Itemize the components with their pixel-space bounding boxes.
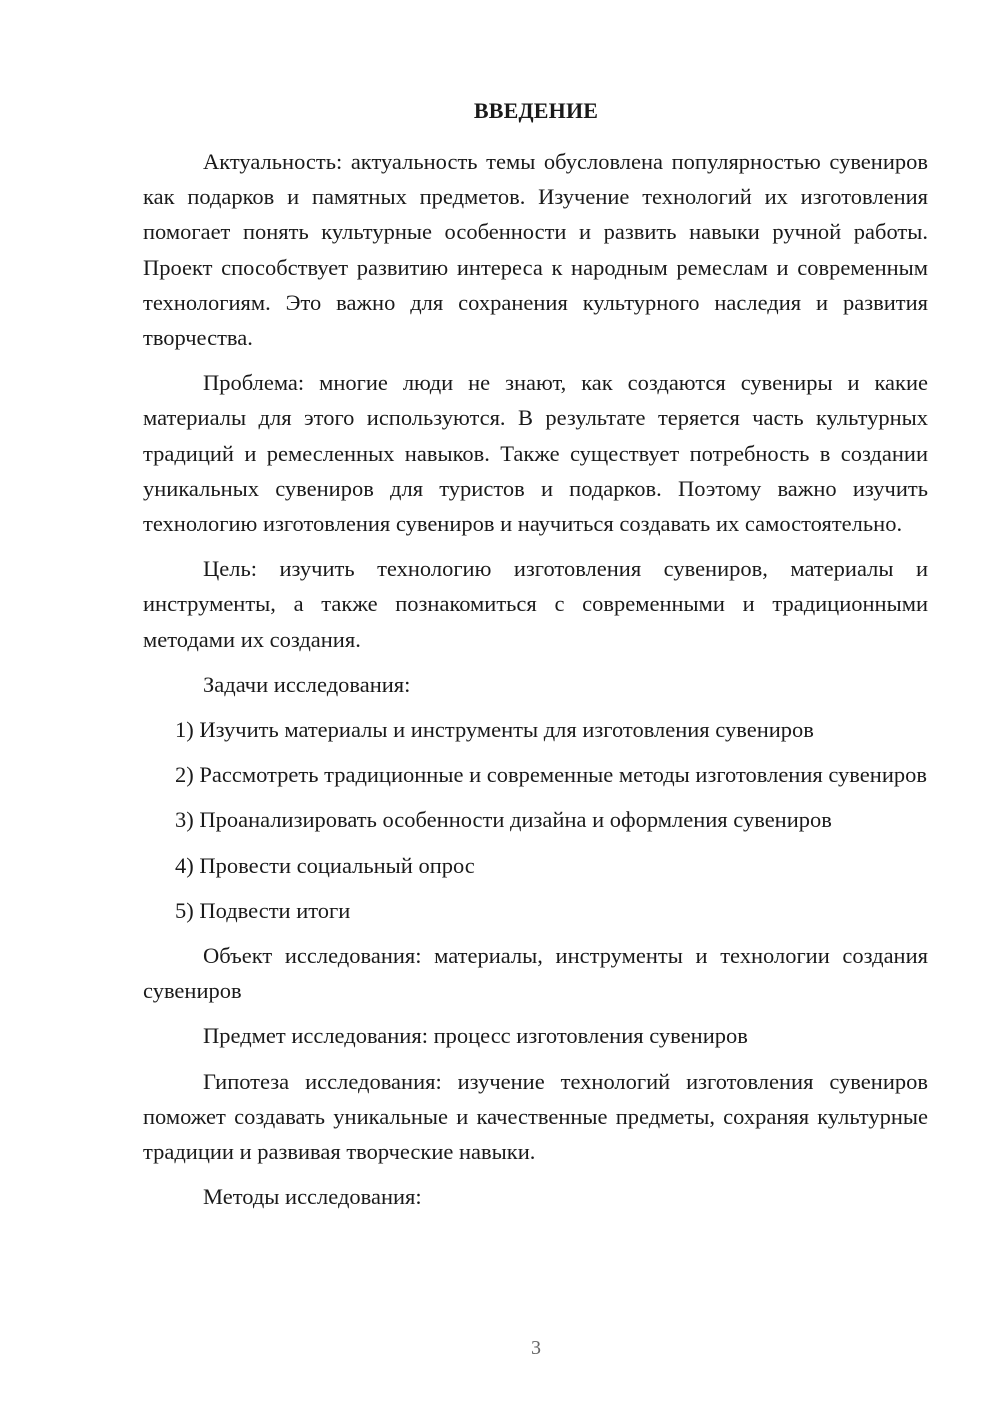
page-title: ВВЕДЕНИЕ: [473, 98, 599, 123]
paragraph-goal: Цель: изучить технологию изготовления сувениров, материалы и инструменты, а также познакомиться с современными и традиционными методами их создания.: [143, 556, 928, 652]
page-number: 3: [531, 1337, 541, 1359]
task-item-1: 1) Изучить материалы и инструменты для изготовления сувениров: [175, 717, 814, 743]
methods-heading: Методы исследования:: [203, 1184, 422, 1210]
paragraph-object: Объект исследования: материалы, инструменты и технологии создания сувениров: [143, 943, 928, 1004]
task-item-5: 5) Подвести итоги: [175, 897, 351, 923]
paragraph-relevance: Актуальность: актуальность темы обусловлена популярностью сувениров как подарков и памятных предметов. Изучение технологий их изготовления помогает понять культурные особенности и развить навыки ручной работы. Проект способствует развитию интереса к народным ремеслам и современным технологиям. Это важно для сохранения культурного наследия и развития творчества.: [143, 149, 928, 351]
paragraph-subject: Предмет исследования: процесс изготовления сувениров: [203, 1023, 748, 1049]
task-item-3: 3) Проанализировать особенности дизайна и оформления сувениров: [175, 807, 832, 833]
paragraph-problem: Проблема: многие люди не знают, как создаются сувениры и какие материалы для этого используются. В результате теряется часть культурных традиций и ремесленных навыков. Также существует потребность в создании уникальных сувениров для туристов и подарков. Поэтому важно изучить технологию изготовления сувениров и научиться создавать их самостоятельно.: [143, 370, 928, 537]
task-item-4: 4) Провести социальный опрос: [175, 852, 475, 878]
document-body: [143, 144, 928, 1224]
task-item-2: 2) Рассмотреть традиционные и современные методы изготовления сувениров: [175, 762, 927, 788]
tasks-heading: Задачи исследования:: [203, 671, 411, 697]
paragraph-hypothesis: Гипотеза исследования: изучение технологий изготовления сувениров поможет создавать уникальные и качественные предметы, сохраняя культурные традиции и развивая творческие навыки.: [143, 1068, 928, 1165]
